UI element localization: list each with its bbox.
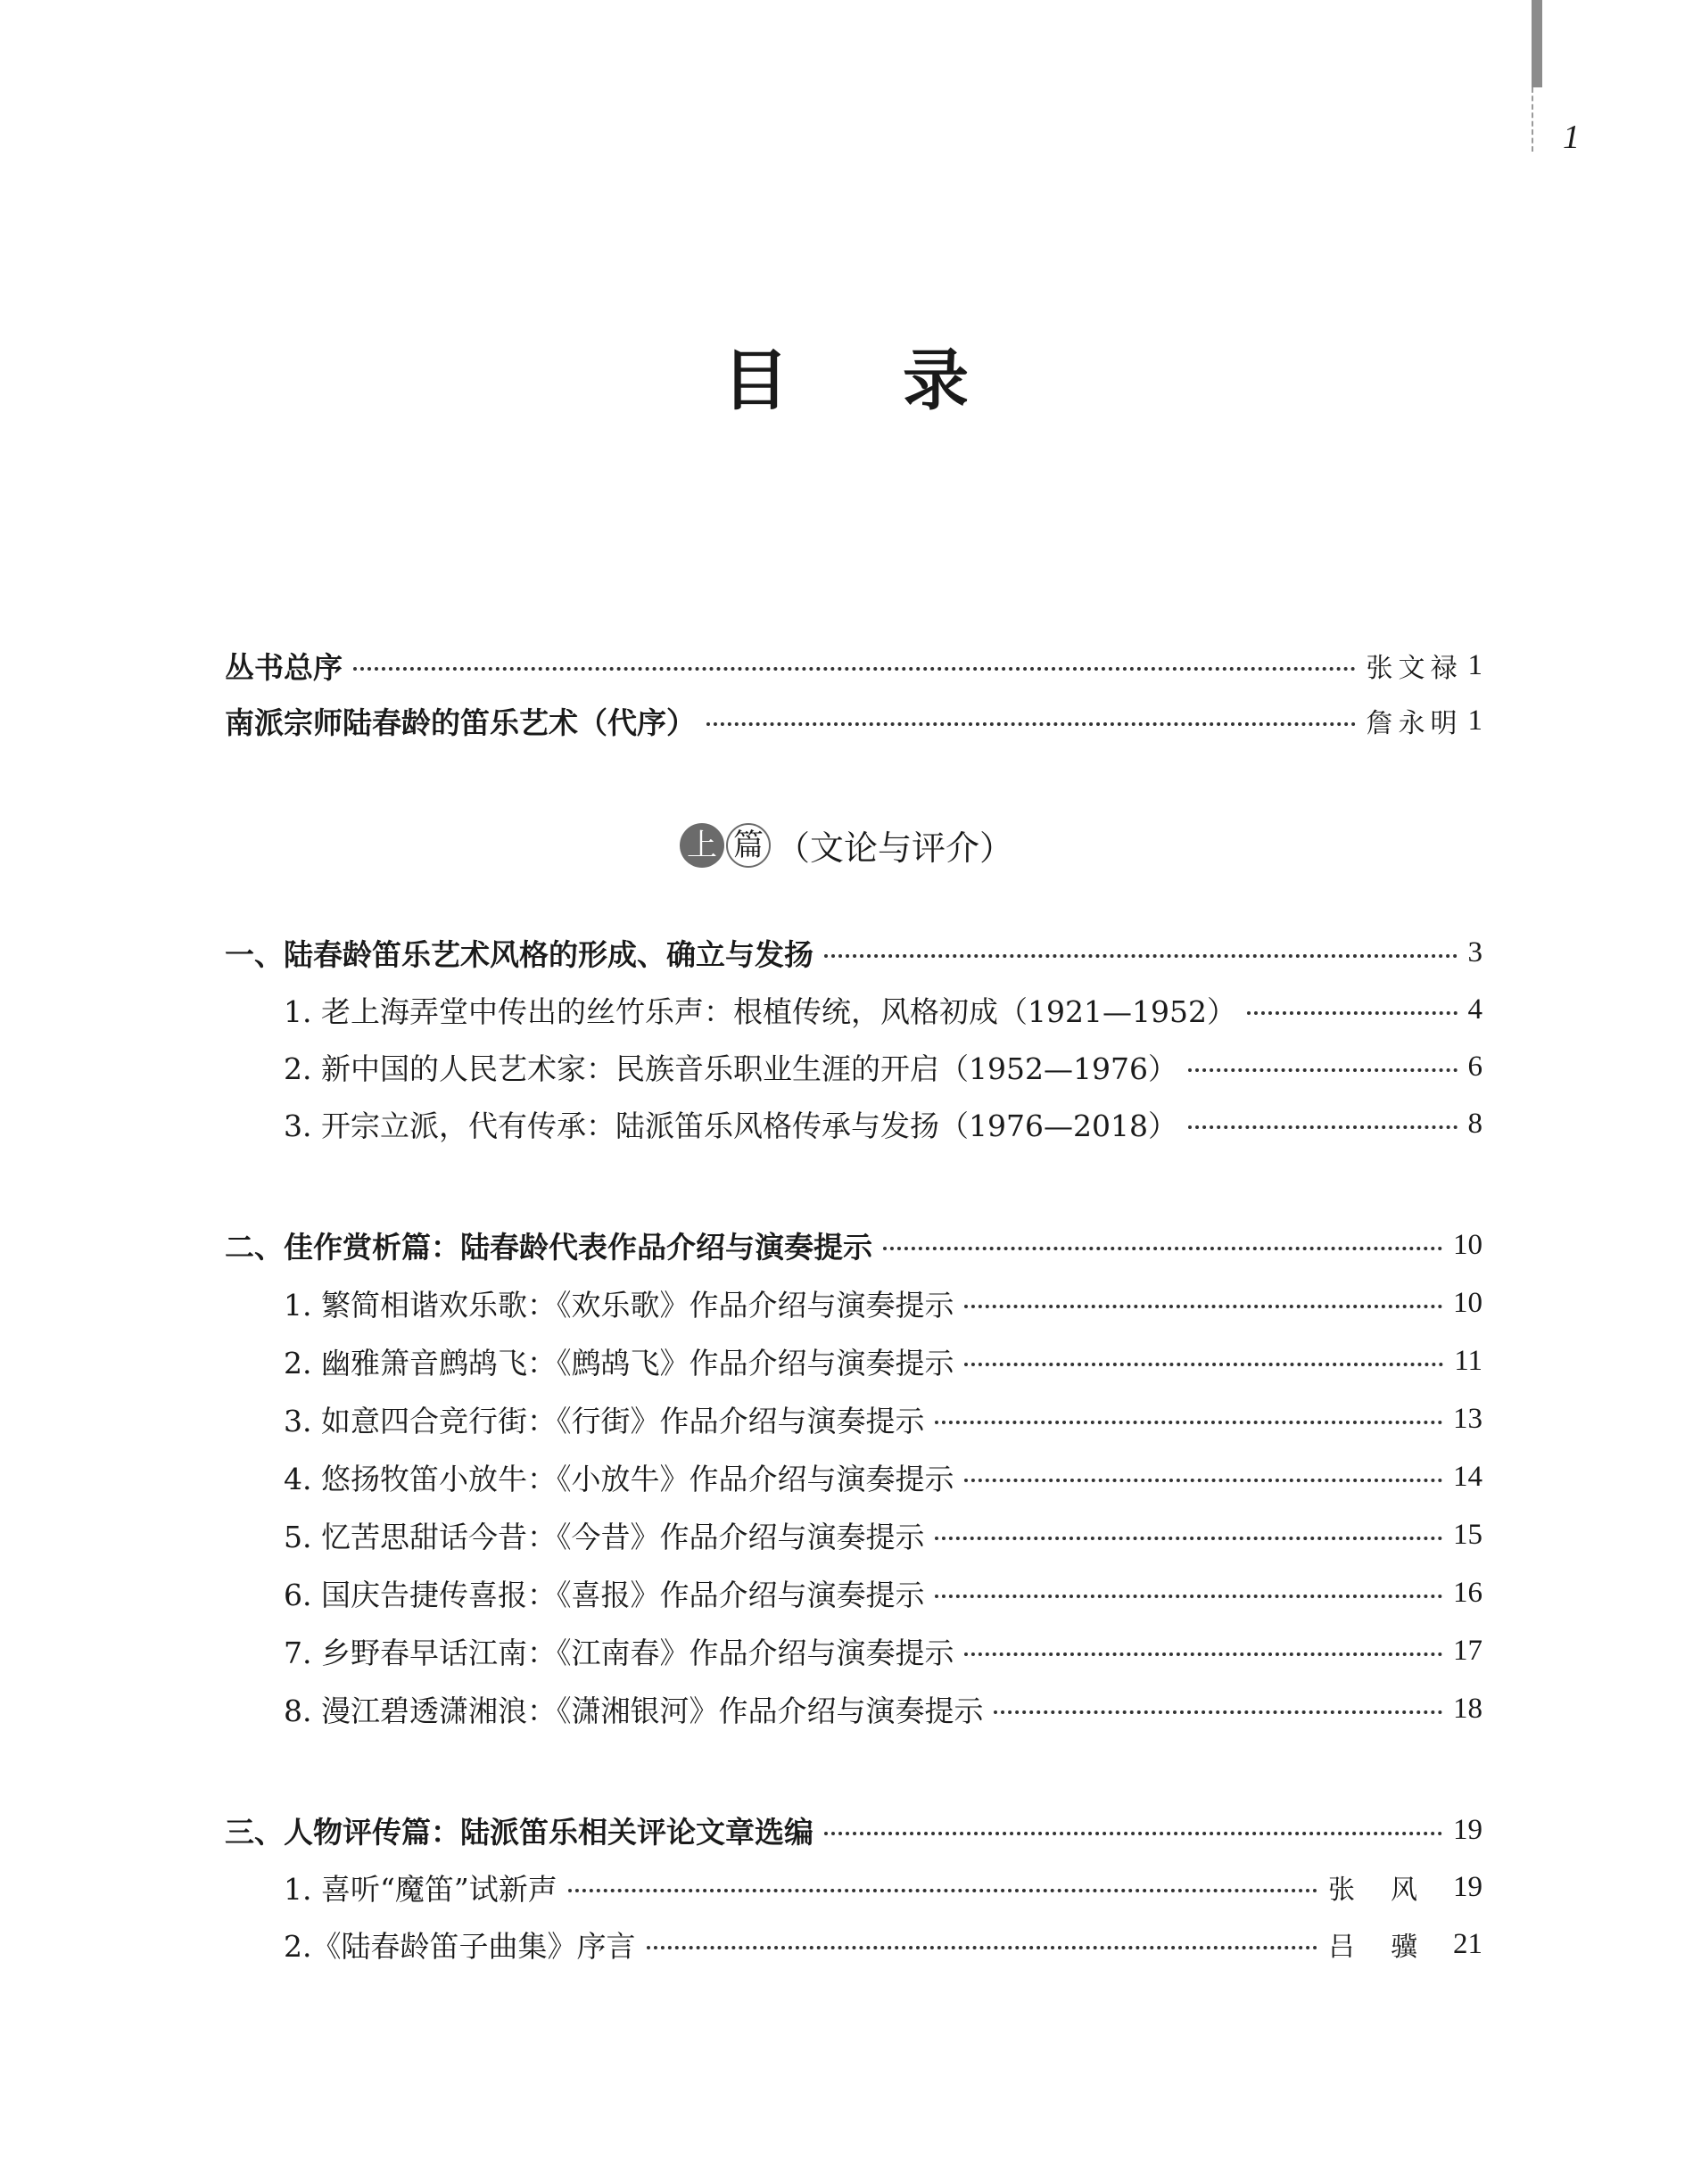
dot-leader bbox=[994, 1710, 1442, 1714]
toc-entry-foreword[interactable] bbox=[225, 694, 1482, 747]
toc-entry-page: 18 bbox=[1453, 1692, 1482, 1725]
dot-leader bbox=[1188, 1125, 1458, 1129]
toc-entry[interactable] bbox=[284, 1860, 1482, 1914]
part-subtitle: （文论与评介） bbox=[775, 828, 1013, 868]
toc-entry[interactable] bbox=[284, 1566, 1482, 1619]
page-title bbox=[0, 328, 1693, 423]
toc-entry-label: 1. 繁简相谐欢乐歌：《欢乐歌》作品介绍与演奏提示 bbox=[284, 1287, 954, 1323]
dot-leader bbox=[568, 1889, 1317, 1892]
dot-leader bbox=[647, 1946, 1318, 1949]
toc-section-page: 3 bbox=[1467, 935, 1482, 968]
dot-leader bbox=[1188, 1068, 1458, 1072]
toc-entry-label: 5. 忆苦思甜话今昔：《今昔》作品介绍与演奏提示 bbox=[284, 1519, 925, 1554]
toc-section-label: 二、佳作赏析篇：陆春龄代表作品介绍与演奏提示 bbox=[225, 1229, 872, 1265]
toc-entry-label: 2. 幽雅箫音鹧鸪飞：《鹧鸪飞》作品介绍与演奏提示 bbox=[284, 1345, 954, 1380]
toc-entry-label: 1. 喜听“魔笛”试新声 bbox=[284, 1871, 557, 1907]
toc-entry[interactable] bbox=[284, 1917, 1482, 1971]
toc-entry-page: 11 bbox=[1454, 1344, 1482, 1377]
page-edge-tab bbox=[1532, 0, 1542, 87]
dot-leader bbox=[935, 1537, 1442, 1540]
toc-entry[interactable] bbox=[284, 1392, 1482, 1446]
toc-entry-label: 6. 国庆告捷传喜报：《喜报》作品介绍与演奏提示 bbox=[284, 1577, 925, 1612]
page-number: 1 bbox=[1563, 119, 1580, 156]
toc-entry-page: 8 bbox=[1467, 1107, 1482, 1140]
toc-entry-page: 1 bbox=[1467, 704, 1482, 737]
toc-entry-page: 15 bbox=[1453, 1518, 1482, 1551]
toc-section-page: 19 bbox=[1453, 1813, 1482, 1846]
toc-entry-author: 詹永明 bbox=[1366, 709, 1463, 738]
dot-leader bbox=[353, 667, 1356, 671]
toc-entry[interactable] bbox=[284, 1040, 1482, 1093]
toc-entry-author: 吕骥 bbox=[1328, 1933, 1453, 1962]
dot-leader bbox=[935, 1595, 1442, 1598]
toc-entry[interactable] bbox=[284, 1450, 1482, 1504]
toc-entry-label: 2.《陆春龄笛子曲集》序言 bbox=[284, 1928, 636, 1964]
page-edge-dashed-line bbox=[1532, 87, 1533, 152]
toc-entry-label: 7. 乡野春早话江南：《江南春》作品介绍与演奏提示 bbox=[284, 1635, 954, 1670]
toc-entry-author: 张文禄 bbox=[1366, 654, 1463, 683]
toc-entry-page: 1 bbox=[1467, 648, 1482, 681]
page-title-left: 目 bbox=[723, 342, 790, 419]
dot-leader bbox=[824, 954, 1458, 958]
toc-entry[interactable] bbox=[284, 1624, 1482, 1677]
dot-leader bbox=[1247, 1011, 1458, 1015]
dot-leader bbox=[883, 1247, 1442, 1250]
toc-entry[interactable] bbox=[284, 983, 1482, 1036]
dot-leader bbox=[964, 1652, 1442, 1656]
dot-leader bbox=[824, 1832, 1442, 1835]
toc-section-page: 10 bbox=[1453, 1228, 1482, 1261]
toc-entry-series-preface[interactable] bbox=[225, 639, 1482, 692]
dot-leader bbox=[964, 1479, 1442, 1482]
dot-leader bbox=[964, 1305, 1442, 1308]
toc-entry-label: 南派宗师陆春龄的笛乐艺术（代序） bbox=[225, 705, 696, 740]
toc-entry-page: 13 bbox=[1453, 1402, 1482, 1435]
toc-entry-page: 21 bbox=[1453, 1927, 1482, 1960]
toc-entry-page: 10 bbox=[1453, 1286, 1482, 1319]
toc-entry-label: 2. 新中国的人民艺术家：民族音乐职业生涯的开启（1952—1976） bbox=[284, 1051, 1177, 1086]
toc-entry-label: 8. 漫江碧透潇湘浪：《潇湘银河》作品介绍与演奏提示 bbox=[284, 1693, 984, 1728]
toc-entry-label: 3. 开宗立派，代有传承：陆派笛乐风格传承与发扬（1976—2018） bbox=[284, 1108, 1177, 1143]
toc-section-label: 一、陆春龄笛乐艺术风格的形成、确立与发扬 bbox=[225, 936, 813, 972]
toc-entry-label: 3. 如意四合竞行街：《行街》作品介绍与演奏提示 bbox=[284, 1403, 925, 1438]
toc-entry[interactable] bbox=[284, 1682, 1482, 1735]
dot-leader bbox=[706, 722, 1356, 726]
toc-entry-label: 4. 悠扬牧笛小放牛：《小放牛》作品介绍与演奏提示 bbox=[284, 1461, 954, 1496]
toc-section-label: 三、人物评传篇：陆派笛乐相关评论文章选编 bbox=[225, 1814, 813, 1850]
dot-leader bbox=[964, 1363, 1443, 1366]
toc-entry-page: 4 bbox=[1467, 993, 1482, 1026]
toc-entry-page: 14 bbox=[1453, 1460, 1482, 1493]
toc-section-3[interactable] bbox=[225, 1803, 1482, 1857]
toc-section-2[interactable] bbox=[225, 1218, 1482, 1272]
toc-entry[interactable] bbox=[284, 1334, 1482, 1388]
toc-entry[interactable] bbox=[284, 1276, 1482, 1330]
toc-entry-page: 17 bbox=[1453, 1634, 1482, 1667]
part-badge-filled: 上 bbox=[680, 823, 724, 868]
toc-entry[interactable] bbox=[284, 1097, 1482, 1150]
toc-entry-label: 丛书总序 bbox=[225, 649, 343, 685]
toc-entry-page: 19 bbox=[1453, 1870, 1482, 1903]
part-heading bbox=[0, 820, 1693, 869]
page-title-right: 录 bbox=[903, 342, 970, 419]
dot-leader bbox=[935, 1421, 1442, 1424]
toc-entry-page: 6 bbox=[1467, 1050, 1482, 1083]
toc-entry[interactable] bbox=[284, 1508, 1482, 1562]
toc-entry-label: 1. 老上海弄堂中传出的丝竹乐声：根植传统，风格初成（1921—1952） bbox=[284, 993, 1236, 1029]
toc-entry-author: 张风 bbox=[1328, 1875, 1453, 1905]
toc-section-1[interactable] bbox=[225, 926, 1482, 979]
toc-entry-page: 16 bbox=[1453, 1576, 1482, 1609]
part-badge-outline: 篇 bbox=[726, 823, 771, 868]
